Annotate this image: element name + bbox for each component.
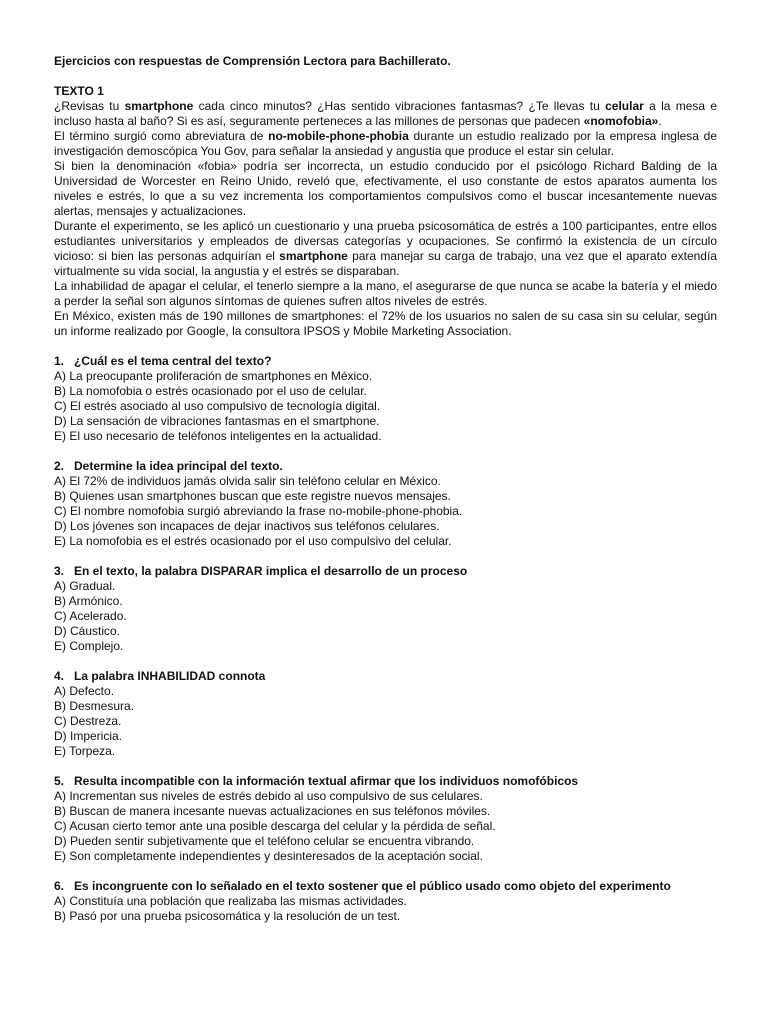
question-text: En el texto, la palabra DISPARAR implica el desarrollo de un proceso <box>74 564 468 578</box>
question-item <box>54 459 717 549</box>
question-list <box>54 354 717 924</box>
question-number: 3. <box>54 564 65 578</box>
answer-option: A) La preocupante proliferación de smartphones en México. <box>54 369 373 383</box>
question-item <box>54 669 717 759</box>
answer-option: D) La sensación de vibraciones fantasmas en el smartphone. <box>54 414 380 428</box>
answer-option: C) El nombre nomofobia surgió abreviando la frase no-mobile-phone-phobia. <box>54 504 463 518</box>
question-stem <box>54 879 717 894</box>
question-item <box>54 879 717 924</box>
bold-term: smartphone <box>279 249 348 263</box>
answer-option: A) Defecto. <box>54 684 115 698</box>
answer-option: E) Son completamente independientes y desinteresados de la aceptación social. <box>54 849 483 863</box>
answer-option: D) Pueden sentir subjetivamente que el teléfono celular se encuentra vibrando. <box>54 834 475 848</box>
text-heading: TEXTO 1 <box>54 84 104 98</box>
answer-option: E) La nomofobia es el estrés ocasionado por el uso compulsivo del celular. <box>54 534 452 548</box>
answer-option: C) Acelerado. <box>54 609 127 623</box>
answer-option: E) Complejo. <box>54 639 124 653</box>
question-text: Es incongruente con lo señalado en el texto sostener que el público usado como objeto del experimento <box>74 879 671 893</box>
question-number: 4. <box>54 669 65 683</box>
text-paragraph <box>54 309 717 339</box>
question-item <box>54 564 717 654</box>
answer-option: B) Quienes usan smartphones buscan que este registre nuevos mensajes. <box>54 489 451 503</box>
question-text: ¿Cuál es el tema central del texto? <box>74 354 272 368</box>
text-paragraph <box>54 99 717 129</box>
document-title: Ejercicios con respuestas de Comprensión Lectora para Bachillerato. <box>54 54 451 68</box>
text-run: La inhabilidad de apagar el celular, el tenerlo siempre a la mano, el asegurarse de que nunca se acabe la batería y el miedo a perder la señal son algunos síntomas de quienes sufren altos niveles de estrés. <box>54 279 717 308</box>
question-text: La palabra INHABILIDAD connota <box>74 669 266 683</box>
question-stem <box>54 459 717 474</box>
answer-option: C) Destreza. <box>54 714 122 728</box>
question-number: 6. <box>54 879 65 893</box>
question-text: Determine la idea principal del texto. <box>74 459 283 473</box>
question-stem <box>54 354 717 369</box>
text-run: ¿Revisas tu <box>54 99 125 113</box>
text-run: Durante el experimento, se les aplicó un cuestionario y una prueba psicosomática de estrés a 100 participantes, entre ellos estudiantes universitarios y empleados de diversas categorías y ocupaciones. Se confirmó la existencia de un círculo vicioso: si bien las personas adquirían el <box>54 219 717 263</box>
document-page <box>54 54 717 924</box>
answer-option: B) Desmesura. <box>54 699 135 713</box>
answer-option: B) Buscan de manera incesante nuevas actualizaciones en sus teléfonos móviles. <box>54 804 491 818</box>
answer-option: D) Cáustico. <box>54 624 121 638</box>
question-text: Resulta incompatible con la información textual afirmar que los individuos nomofóbicos <box>74 774 579 788</box>
question-stem <box>54 564 717 579</box>
question-item <box>54 354 717 444</box>
answer-option: A) El 72% de individuos jamás olvida salir sin teléfono celular en México. <box>54 474 441 488</box>
text-run: para manejar su carga de trabajo, una vez que el aparato extendía virtualmente su vida social, la angustia y el estrés se disparaban. <box>54 249 717 278</box>
text-paragraph <box>54 279 717 309</box>
answer-option: B) Armónico. <box>54 594 123 608</box>
question-number: 2. <box>54 459 65 473</box>
answer-option: A) Incrementan sus niveles de estrés debido al uso compulsivo de sus celulares. <box>54 789 483 803</box>
answer-option: D) Impericia. <box>54 729 123 743</box>
answer-option: A) Gradual. <box>54 579 116 593</box>
answer-option: D) Los jóvenes son incapaces de dejar inactivos sus teléfonos celulares. <box>54 519 440 533</box>
text-run: durante un estudio realizado por la empresa inglesa de investigación demoscópica You Gov, para señalar la ansiedad y angustia que produce el estar sin celular. <box>54 129 717 158</box>
answer-option: C) Acusan cierto temor ante una posible descarga del celular y la pérdida de señal. <box>54 819 496 833</box>
question-number: 5. <box>54 774 65 788</box>
answer-option: B) La nomofobia o estrés ocasionado por el uso de celular. <box>54 384 367 398</box>
answer-option: C) El estrés asociado al uso compulsivo de tecnología digital. <box>54 399 381 413</box>
answer-option: B) Pasó por una prueba psicosomática y la resolución de un test. <box>54 909 401 923</box>
question-stem <box>54 774 717 789</box>
text-run: Si bien la denominación «fobia» podría ser incorrecta, un estudio conducido por el psicólogo Richard Balding de la Universidad de Worcester en Reino Unido, reveló que, efectivamente, el uso constante de estos aparatos aumenta los niveles e estrés, lo que a su vez incrementa los comportamientos compulsivos como el buscar incesantemente nuevas alertas, mensajes y actualizaciones. <box>54 159 717 218</box>
question-stem <box>54 669 717 684</box>
text-paragraph <box>54 159 717 219</box>
text-run: En México, existen más de 190 millones de smartphones: el 72% de los usuarios no salen de su casa sin su celular, según un informe realizado por Google, la consultora IPSOS y Mobile Marketing Association. <box>54 309 717 338</box>
text-run: . <box>658 114 662 128</box>
text-paragraph <box>54 129 717 159</box>
question-item <box>54 774 717 864</box>
bold-term: «nomofobia» <box>583 114 659 128</box>
bold-term: smartphone <box>124 99 194 113</box>
bold-term: celular <box>605 99 644 113</box>
answer-option: E) El uso necesario de teléfonos inteligentes en la actualidad. <box>54 429 382 443</box>
text-run: a la mesa e incluso hasta al baño? Si es así, seguramente perteneces a las millones de personas que padecen <box>54 99 718 128</box>
bold-term: no-mobile-phone-phobia <box>268 129 409 143</box>
text-paragraph <box>54 219 717 279</box>
question-number: 1. <box>54 354 65 368</box>
text-run: El término surgió como abreviatura de <box>54 129 269 143</box>
reading-text <box>54 99 717 339</box>
answer-option: E) Torpeza. <box>54 744 116 758</box>
answer-option: A) Constituía una población que realizaba las mismas actividades. <box>54 894 407 908</box>
text-run: cada cinco minutos? ¿Has sentido vibraciones fantasmas? ¿Te llevas tu <box>193 99 606 113</box>
